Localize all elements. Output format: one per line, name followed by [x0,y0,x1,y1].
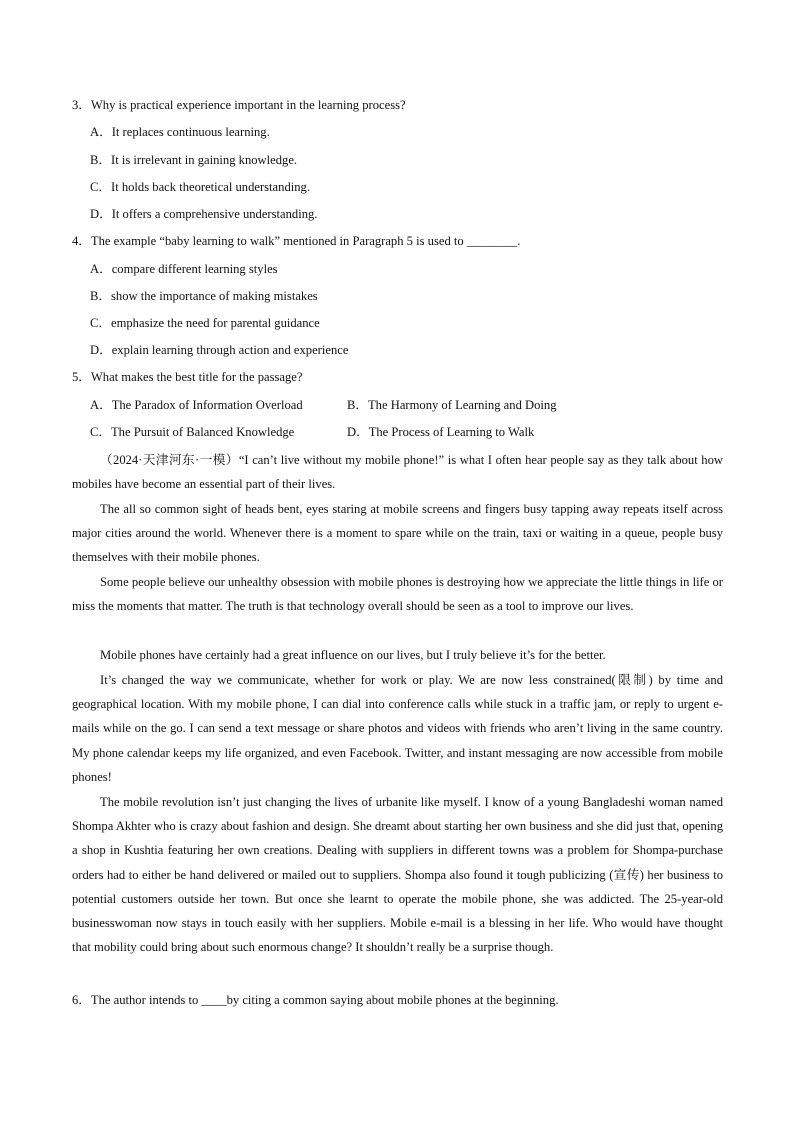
question-3-option-c: C．It holds back theoretical understanding. [90,180,310,194]
question-5-option-b: B．The Harmony of Learning and Doing [347,398,557,412]
question-6-stem: 6．The author intends to ____by citing a common saying about mobile phones at the beginning. [72,993,559,1007]
question-5-option-d: D．The Process of Learning to Walk [347,425,535,439]
passage-paragraph-3: Some people believe our unhealthy obsession with mobile phones is destroying how we appreciate the little things in life or miss the moments that matter. The truth is that technology overall should be seen as a tool to improve our lives. [72,575,723,614]
question-5-stem: 5．What makes the best title for the passage? [72,370,303,384]
passage-paragraph-1: （2024·天津河东·一模）“I can’t live without my mobile phone!” is what I often hear people say as they talk about how mobiles have become an essential part of their lives. [72,453,723,492]
question-4-stem: 4．The example “baby learning to walk” mentioned in Paragraph 5 is used to ________. [72,234,521,248]
question-5-option-c: C．The Pursuit of Balanced Knowledge [90,425,295,439]
question-4-option-b: B．show the importance of making mistakes [90,289,318,303]
question-4-option-a: A．compare different learning styles [90,262,278,276]
passage-paragraph-5: It’s changed the way we communicate, whether for work or play. We are now less constrained(限制) by time and geographical location. With my mobile phone, I can dial into conference calls while stuck in a traffic jam, or reply to urgent e-mails while on the go. I can send a text message or share photos and videos with friends who aren’t living in the same country. My phone calendar keeps my life organized, and even Facebook. Twitter, and instant messaging are now accessible from mobile phones! [72,673,723,784]
question-3-stem: 3．Why is practical experience important in the learning process? [72,98,406,112]
question-3-option-a: A．It replaces continuous learning. [90,125,270,139]
passage-paragraph-6: The mobile revolution isn’t just changing the lives of urbanite like myself. I know of a young Bangladeshi woman named Shompa Akhter who is crazy about fashion and design. She dreamt about starting her own business and she did just that, opening a shop in Kushtia featuring her own creations. Dealing with suppliers in different towns was a problem for Shompa-purchase orders had to either be hand delivered or mailed out to suppliers. Shompa also found it tough publicizing (宣传) her business to potential customers outside her town. But once she learnt to operate the mobile phone, she was addicted. The 25-year-old businesswoman now stays in touch easily with her suppliers. Mobile e-mail is a blessing in her life. Who would have thought that mobility could bring about such enormous change? It shouldn’t really be a surprise though. [72,795,723,955]
question-3-option-d: D．It offers a comprehensive understanding. [90,207,318,221]
question-4-option-d: D．explain learning through action and experience [90,343,349,357]
passage-paragraph-2: The all so common sight of heads bent, eyes staring at mobile screens and fingers busy tapping away repeats itself across major cities around the world. Whenever there is a moment to spare while on the train, taxi or waiting in a queue, people busy themselves with their mobile phones. [72,502,723,565]
question-5-option-a: A．The Paradox of Information Overload [90,398,303,412]
question-3-option-b: B．It is irrelevant in gaining knowledge. [90,153,298,167]
passage-paragraph-4: Mobile phones have certainly had a great influence on our lives, but I truly believe it’s for the better. [100,648,606,662]
question-4-option-c: C．emphasize the need for parental guidance [90,316,320,330]
